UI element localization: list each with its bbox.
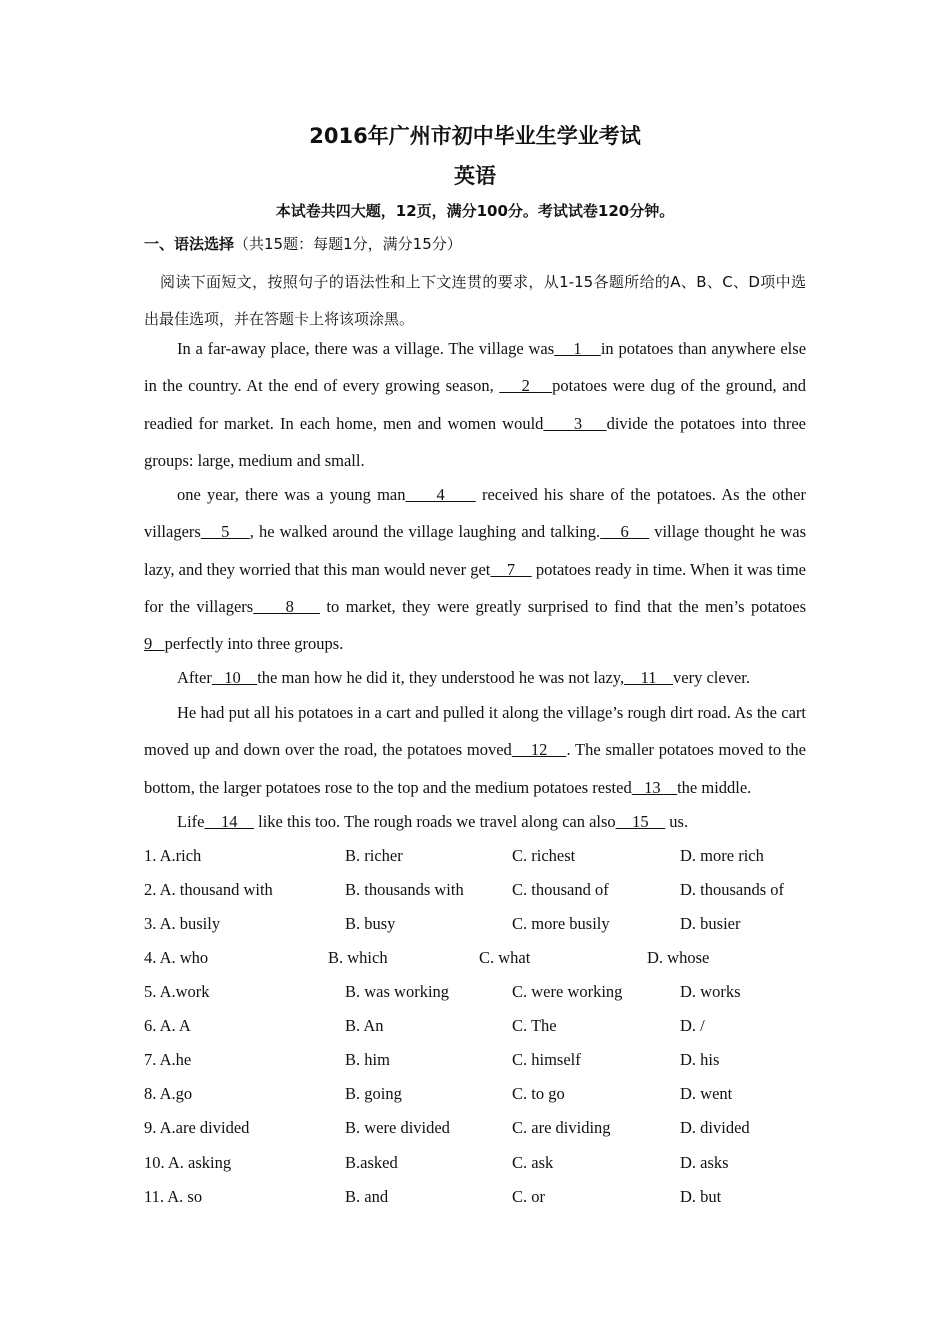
blank-12: 12 xyxy=(511,740,567,760)
blank-6: 6 xyxy=(600,522,650,542)
text: the middle. xyxy=(677,777,752,797)
blank-3: 3 xyxy=(543,413,607,433)
question-options-11 xyxy=(0,1187,950,1211)
blank-5: 5 xyxy=(200,522,250,542)
option-b: B. and xyxy=(345,1187,389,1206)
option-b: B. which xyxy=(328,948,388,967)
question-options-4 xyxy=(0,948,950,972)
blank-2: 2 xyxy=(499,376,553,396)
passage-paragraph-5 xyxy=(144,803,806,840)
option-d: D. his xyxy=(680,1050,720,1069)
option-d: D. divided xyxy=(680,1118,750,1137)
text: very clever. xyxy=(673,668,750,687)
blank-13: 13 xyxy=(631,777,678,797)
option-d: D. works xyxy=(680,982,741,1001)
option-b: B. thousands with xyxy=(345,880,464,899)
option-b: B. An xyxy=(345,1016,384,1035)
option-d: D. busier xyxy=(680,914,741,933)
text: Life xyxy=(177,812,205,831)
option-c: C. ask xyxy=(512,1153,554,1172)
text: village thought he was lazy, and they worried that this man would never get xyxy=(144,522,807,579)
section-detail: （共15题：每题1分，满分15分） xyxy=(234,235,462,253)
option-a: 10. A. asking xyxy=(144,1153,232,1172)
passage-paragraph-3 xyxy=(144,659,806,696)
section-title: 一、语法选择 xyxy=(144,235,235,253)
option-d: D. / xyxy=(680,1016,705,1035)
option-b: B. richer xyxy=(345,846,403,865)
text: one year, there was a young man xyxy=(177,485,406,504)
text: the man how he did it, they understood he was not lazy, xyxy=(257,668,625,687)
section-heading xyxy=(144,233,462,254)
blank-10: 10 xyxy=(211,668,258,687)
text: perfectly into three groups. xyxy=(164,634,344,654)
option-c: C. The xyxy=(512,1016,557,1035)
blank-15: 15 xyxy=(615,812,666,831)
text: in potatoes than anywhere else in the country. At the end of every growing season, xyxy=(144,339,807,396)
question-options-1 xyxy=(0,846,950,870)
blank-14: 14 xyxy=(204,812,254,831)
option-c: C. himself xyxy=(512,1050,581,1069)
option-a: 1. A.rich xyxy=(144,846,202,865)
text: divide the potatoes into three groups: large, medium and small. xyxy=(144,413,807,470)
option-a: 7. A.he xyxy=(144,1050,192,1069)
passage-paragraph-2 xyxy=(144,476,806,662)
option-a: 9. A.are divided xyxy=(144,1118,250,1137)
blank-9: 9 xyxy=(144,634,165,654)
question-options-9 xyxy=(0,1118,950,1142)
section-instruction: 阅读下面短文，按照句子的语法性和上下文连贯的要求，从1-15各题所给的A、B、C、D项中选出最佳选项，并在答题卡上将该项涂黑。 xyxy=(144,273,806,328)
option-b: B. busy xyxy=(345,914,396,933)
option-a: 5. A.work xyxy=(144,982,210,1001)
option-c: C. were working xyxy=(512,982,623,1001)
text: to market, they were greatly surprised to find that the men’s potatoes xyxy=(319,596,807,616)
option-c: C. richest xyxy=(512,846,576,865)
blank-11: 11 xyxy=(624,668,673,687)
option-d: D. but xyxy=(680,1187,722,1206)
option-d: D. asks xyxy=(680,1153,729,1172)
question-options-3 xyxy=(0,914,950,938)
option-c: C. are dividing xyxy=(512,1118,611,1137)
option-b: B. him xyxy=(345,1050,390,1069)
option-d: D. went xyxy=(680,1084,733,1103)
text: In a far-away place, there was a village. The village was xyxy=(177,339,555,358)
option-c: C. more busily xyxy=(512,914,610,933)
option-b: B.asked xyxy=(345,1153,398,1172)
option-a: 8. A.go xyxy=(144,1084,193,1103)
question-options-8 xyxy=(0,1084,950,1108)
blank-1: 1 xyxy=(554,339,601,358)
option-a: 2. A. thousand with xyxy=(144,880,273,899)
question-options-2 xyxy=(0,880,950,904)
option-d: D. thousands of xyxy=(680,880,785,899)
text: After xyxy=(177,668,212,687)
option-c: C. to go xyxy=(512,1084,565,1103)
text: received his share of the potatoes. As the other villagers xyxy=(144,485,806,542)
blank-8: 8 xyxy=(253,596,320,616)
question-options-6 xyxy=(0,1016,950,1040)
option-d: D. whose xyxy=(647,948,710,967)
text: potatoes were dug of the ground, and readied for market. In each home, men and women would xyxy=(144,376,807,433)
question-options-10 xyxy=(0,1153,950,1177)
text: . The smaller potatoes moved to the bottom, the larger potatoes rose to the top and the medium potatoes rested xyxy=(144,740,806,797)
option-b: B. were divided xyxy=(345,1118,450,1137)
option-a: 6. A. A xyxy=(144,1016,191,1035)
exam-title: 2016年广州市初中毕业生学业考试 xyxy=(309,124,641,148)
option-b: B. was working xyxy=(345,982,450,1001)
passage-paragraph-1 xyxy=(144,330,806,479)
option-c: C. what xyxy=(479,948,531,967)
option-a: 4. A. who xyxy=(144,948,209,967)
option-c: C. or xyxy=(512,1187,545,1206)
option-b: B. going xyxy=(345,1084,402,1103)
option-a: 11. A. so xyxy=(144,1187,203,1206)
option-d: D. more rich xyxy=(680,846,764,865)
exam-info: 本试卷共四大题，12页，满分100分。考试试卷120分钟。 xyxy=(275,202,675,220)
question-options-7 xyxy=(0,1050,950,1074)
text: potatoes ready in time. When it was time for the villagers xyxy=(144,559,807,616)
text: , he walked around the village laughing and talking. xyxy=(249,522,601,542)
text: us. xyxy=(665,812,689,831)
text: He had put all his potatoes in a cart and pulled it along the village’s rough dirt road. As the cart moved up and down over the road, the potatoes moved xyxy=(144,703,806,760)
option-c: C. thousand of xyxy=(512,880,609,899)
blank-7: 7 xyxy=(490,559,532,579)
question-options-5 xyxy=(0,982,950,1006)
option-a: 3. A. busily xyxy=(144,914,221,933)
blank-4: 4 xyxy=(405,485,476,504)
passage-paragraph-4 xyxy=(144,694,806,806)
subject-title: 英语 xyxy=(454,164,496,188)
text: like this too. The rough roads we travel along can also xyxy=(253,812,616,831)
